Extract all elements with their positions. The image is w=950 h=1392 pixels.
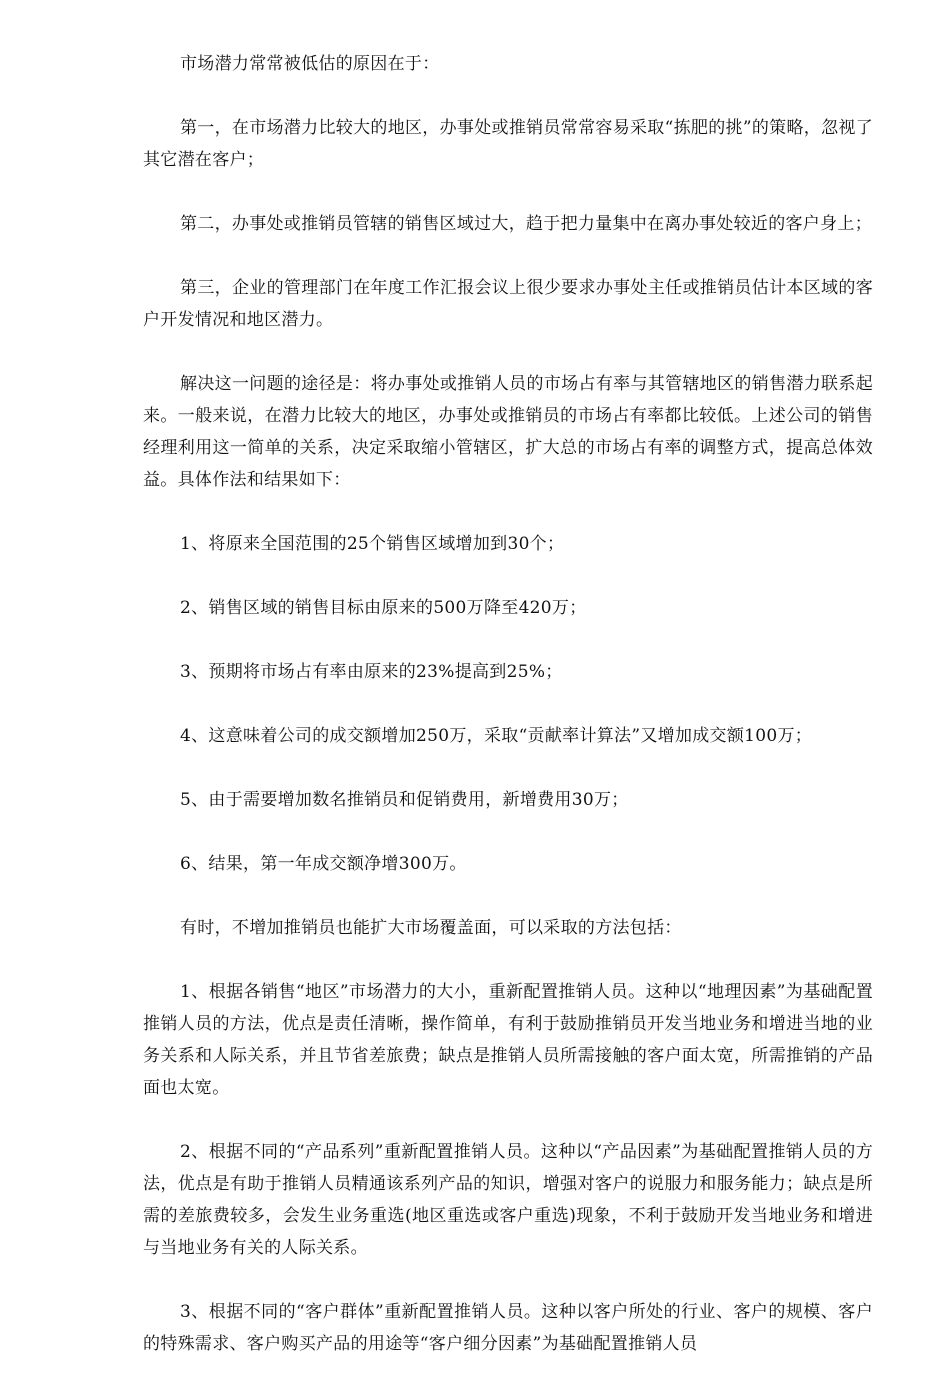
document-body [143, 48, 873, 1392]
paragraph-reason-2: 第二，办事处或推销员管辖的销售区域过大，趋于把力量集中在离办事处较近的客户身上； [180, 214, 872, 234]
paragraph-reason-1: 第一，在市场潜力比较大的地区，办事处或推销员常常容易采取“拣肥的挑”的策略，忽视了其它潜在客户； [143, 118, 873, 170]
list-item-result-5: 5、由于需要增加数名推销员和促销费用，新增费用30万； [180, 790, 629, 810]
list-item-result-6: 6、结果，第一年成交额净增300万。 [180, 854, 467, 874]
list-item-result-2: 2、销售区域的销售目标由原来的500万降至420万； [180, 598, 587, 618]
paragraph-solution: 解决这一问题的途径是：将办事处或推销人员的市场占有率与其管辖地区的销售潜力联系起来。一般来说，在潜力比较大的地区，办事处或推销员的市场占有率都比较低。上述公司的销售经理利用这一简单的关系，决定采取缩小管辖区，扩大总的市场占有率的调整方式，提高总体效益。具体作法和结果如下： [143, 374, 873, 490]
list-item-result-3: 3、预期将市场占有率由原来的23%提高到25%； [180, 662, 563, 682]
list-item-result-4: 4、这意味着公司的成交额增加250万，采取“贡献率计算法”又增加成交额100万； [180, 726, 813, 746]
paragraph-intro: 市场潜力常常被低估的原因在于： [180, 54, 440, 74]
list-item-method-3: 3、根据不同的“客户群体”重新配置推销人员。这种以客户所处的行业、客户的规模、客户的特殊需求、客户购买产品的用途等“客户细分因素”为基础配置推销人员 [143, 1302, 873, 1354]
list-item-method-2: 2、根据不同的“产品系列”重新配置推销人员。这种以“产品因素”为基础配置推销人员的方法，优点是有助于推销人员精通该系列产品的知识，增强对客户的说服力和服务能力；缺点是所需的差旅费较多，会发生业务重选(地区重选或客户重选)现象，不利于鼓励开发当地业务和增进与当地业务有关的人际关系。 [143, 1142, 873, 1258]
list-item-result-1: 1、将原来全国范围的25个销售区域增加到30个； [180, 534, 565, 554]
paragraph-reason-3: 第三，企业的管理部门在年度工作汇报会议上很少要求办事处主任或推销员估计本区域的客户开发情况和地区潜力。 [143, 278, 873, 330]
list-item-method-1: 1、根据各销售“地区”市场潜力的大小，重新配置推销人员。这种以“地理因素”为基础配置推销人员的方法，优点是责任清晰，操作简单，有利于鼓励推销员开发当地业务和增进当地的业务关系和人际关系，并且节省差旅费；缺点是推销人员所需接触的客户面太宽，所需推销的产品面也太宽。 [143, 982, 873, 1098]
paragraph-methods-intro: 有时，不增加推销员也能扩大市场覆盖面，可以采取的方法包括： [180, 918, 682, 938]
